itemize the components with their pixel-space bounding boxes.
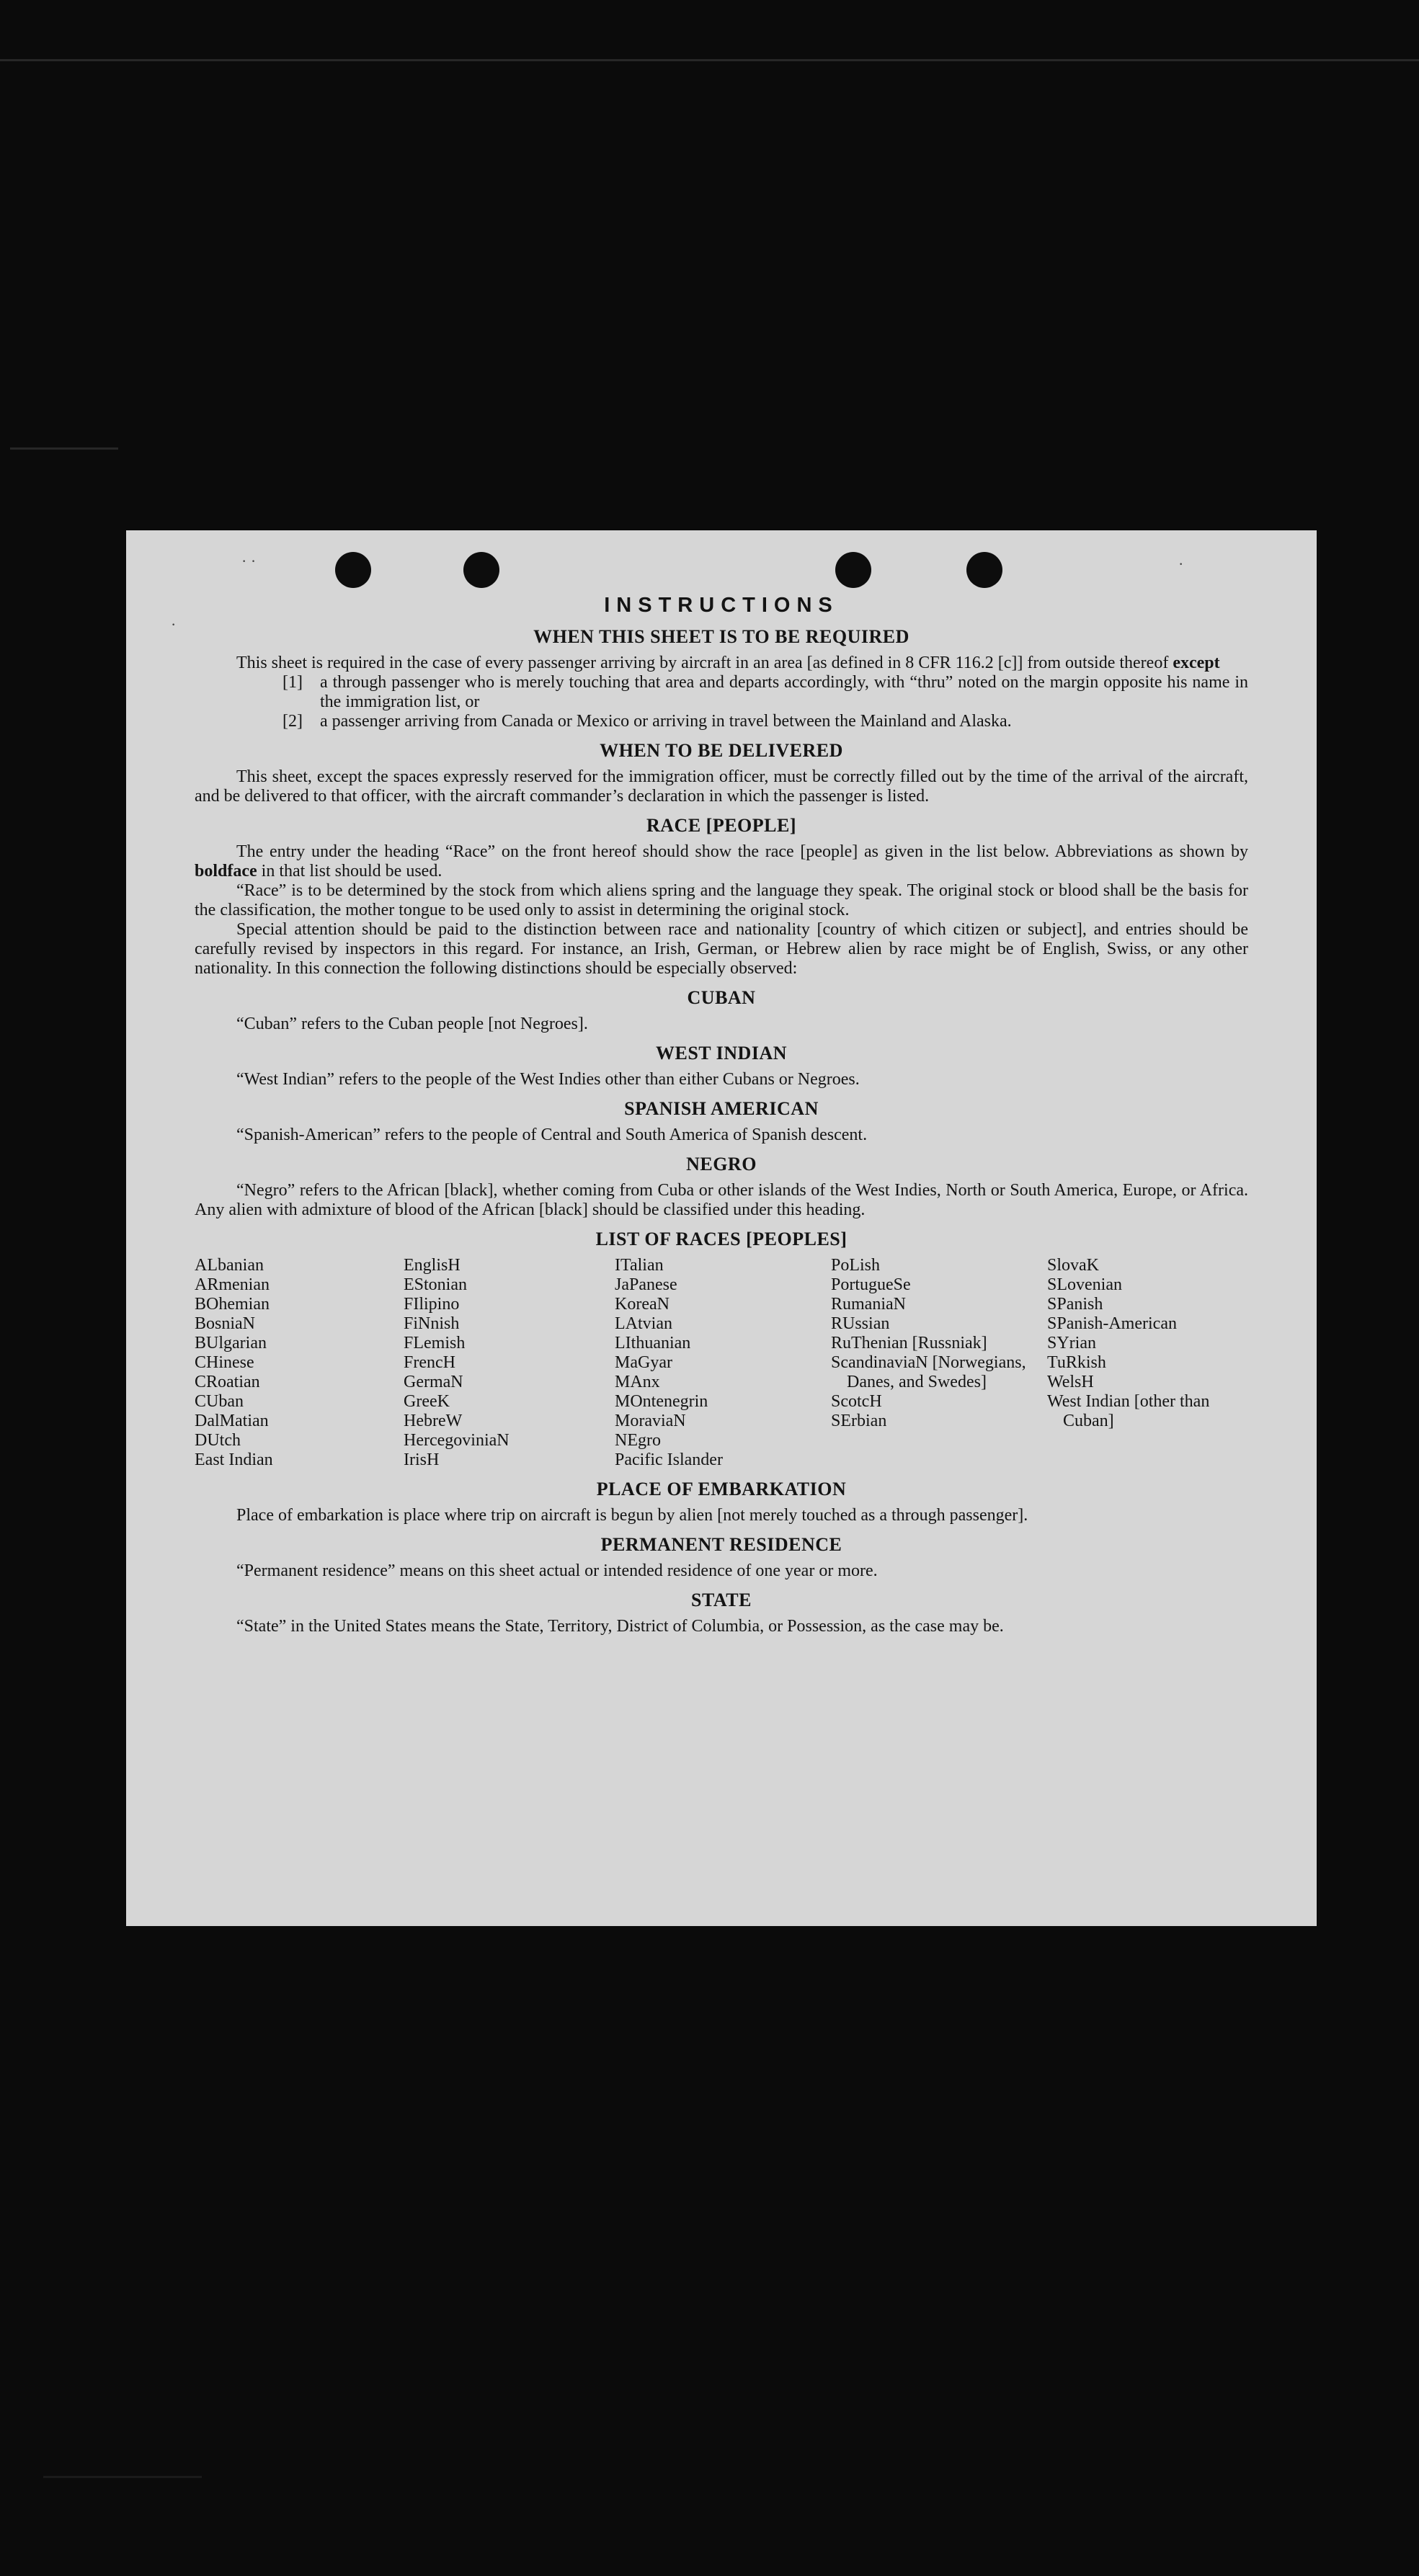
section-paragraph: “State” in the United States means the State, Territory, District of Columbia, or Possession, as the case may be. — [236, 1617, 1004, 1636]
condition-list — [195, 673, 1248, 731]
section-heading: CUBAN — [687, 987, 756, 1008]
race-entry: LAtvian — [615, 1314, 672, 1333]
race-entry: JaPanese — [615, 1275, 677, 1294]
section-spanish-american — [195, 1098, 1248, 1145]
race-entry: SLovenian — [1047, 1275, 1122, 1294]
section-paragraph: “Race” is to be determined by the stock from which aliens spring and the language they speak. The original stock or blood shall be the basis for the classification, the mother tongue to be used only to assist in determining the original stock. — [195, 881, 1248, 919]
film-scratch — [10, 447, 118, 450]
section-heading: WHEN THIS SHEET IS TO BE REQUIRED — [533, 626, 909, 647]
race-column — [831, 1256, 1047, 1470]
section-paragraph: “Negro” refers to the African [black], whether coming from Cuba or other islands of the West Indies, North or South America, Europe, or Africa. Any alien with admixture of blood of the African [black] should be classified under this heading. — [195, 1181, 1248, 1219]
race-entry: FiNnish — [404, 1314, 460, 1333]
section-heading: NEGRO — [686, 1154, 757, 1175]
race-entry: KoreaN — [615, 1295, 670, 1314]
punch-hole — [966, 552, 1002, 588]
race-entry: EStonian — [404, 1275, 467, 1294]
section-paragraph: Special attention should be paid to the distinction between race and nationality [country of which citizen or subject], and entries should be carefully revised by inspectors in this regard. For instance, an Irish, German, or Hebrew alien by race might be of English, Swiss, or any other nationality. In this connection the following distinctions should be especially observed: — [195, 920, 1248, 978]
section-paragraph: “Spanish-American” refers to the people of Central and South America of Spanish descent. — [236, 1126, 868, 1144]
race-entry: FLemish — [404, 1334, 466, 1352]
race-entry: BUlgarian — [195, 1334, 267, 1352]
section-paragraph: Place of embarkation is place where trip on aircraft is begun by alien [not merely touched as a through passenger]. — [236, 1506, 1028, 1525]
race-entry: SPanish-American — [1047, 1314, 1177, 1333]
section-heading: SPANISH AMERICAN — [624, 1098, 819, 1119]
race-entry: MaGyar — [615, 1353, 672, 1372]
race-entry: CHinese — [195, 1353, 254, 1372]
punch-hole — [335, 552, 371, 588]
race-column — [195, 1256, 404, 1470]
race-column — [615, 1256, 831, 1470]
race-entry: BOhemian — [195, 1295, 270, 1314]
section-heading: WHEN TO BE DELIVERED — [600, 740, 843, 761]
race-entry: DUtch — [195, 1431, 241, 1450]
race-entry: Pacific Islander — [615, 1450, 723, 1469]
section-cuban — [195, 987, 1248, 1034]
section-west-indian — [195, 1043, 1248, 1089]
section-list-of-races — [195, 1229, 1248, 1470]
race-entry: FIlipino — [404, 1295, 460, 1314]
section-heading: PERMANENT RESIDENCE — [600, 1534, 842, 1555]
race-entry: ALbanian — [195, 1256, 264, 1275]
section-race — [195, 815, 1248, 979]
race-entry: SYrian — [1047, 1334, 1096, 1352]
race-entry: BosniaN — [195, 1314, 255, 1333]
section-heading: RACE [PEOPLE] — [646, 815, 796, 836]
condition-item: [2] a passenger arriving from Canada or Mexico or arriving in travel between the Mainland and Alaska. — [283, 712, 1012, 731]
race-entry: SPanish — [1047, 1295, 1103, 1314]
condition-item: [1] a through passenger who is merely touching that area and departs accordingly, with “thru” noted on the margin opposite his name in the immigration list, or — [283, 673, 1248, 711]
race-entry: PoLish — [831, 1256, 881, 1275]
race-entry: ITalian — [615, 1256, 664, 1275]
race-entry: WelsH — [1047, 1373, 1094, 1391]
race-entry: EnglisH — [404, 1256, 461, 1275]
race-entry: GermaN — [404, 1373, 463, 1391]
section-state — [195, 1590, 1248, 1636]
punch-hole — [835, 552, 871, 588]
race-column — [1047, 1256, 1248, 1470]
race-entry: MoraviaN — [615, 1412, 686, 1430]
section-paragraph: This sheet is required in the case of every passenger arriving by aircraft in an area [as defined in 8 CFR 116.2 [c]] from outside thereof except — [236, 654, 1220, 672]
paper-speck: · — [1178, 555, 1184, 573]
race-entry: FrencH — [404, 1353, 455, 1372]
film-scratch — [0, 59, 1419, 61]
race-entry: MAnx — [615, 1373, 660, 1391]
page-title: INSTRUCTIONS — [604, 594, 839, 617]
race-entry: ScandinaviaN [Norwegians, Danes, and Swedes] — [831, 1353, 1026, 1391]
race-entry: RUssian — [831, 1314, 890, 1333]
race-entry: HebreW — [404, 1412, 463, 1430]
race-entry: DalMatian — [195, 1412, 269, 1430]
race-entry: NEgro — [615, 1431, 661, 1450]
race-entry: HercegoviniaN — [404, 1431, 510, 1450]
instruction-sheet — [126, 530, 1317, 1926]
race-column — [404, 1256, 615, 1470]
section-when-required — [195, 626, 1248, 731]
section-paragraph: “West Indian” refers to the people of the West Indies other than either Cubans or Negroes. — [236, 1070, 860, 1089]
section-paragraph: “Cuban” refers to the Cuban people [not Negroes]. — [236, 1015, 588, 1033]
section-heading: LIST OF RACES [PEOPLES] — [595, 1229, 848, 1249]
paper-speck: · — [171, 615, 177, 633]
section-heading: WEST INDIAN — [655, 1043, 787, 1064]
race-entry: RumaniaN — [831, 1295, 906, 1314]
race-entry: CRoatian — [195, 1373, 260, 1391]
race-entry: LIthuanian — [615, 1334, 691, 1352]
race-entry: SlovaK — [1047, 1256, 1099, 1275]
race-entry: East Indian — [195, 1450, 273, 1469]
section-heading: PLACE OF EMBARKATION — [596, 1479, 847, 1499]
race-entry: RuThenian [Russniak] — [831, 1334, 987, 1352]
race-entry: CUban — [195, 1392, 244, 1411]
paper-speck: · · — [241, 552, 257, 570]
section-permanent-residence — [195, 1534, 1248, 1581]
race-entry: West Indian [other than Cuban] — [1047, 1392, 1210, 1430]
film-scratch — [43, 2476, 202, 2478]
race-entry: MOntenegrin — [615, 1392, 708, 1411]
race-list — [195, 1256, 1248, 1470]
section-heading: STATE — [691, 1590, 752, 1610]
section-negro — [195, 1154, 1248, 1220]
punch-hole — [463, 552, 499, 588]
section-paragraph: This sheet, except the spaces expressly reserved for the immigration officer, must be correctly filled out by the time of the arrival of the aircraft, and be delivered to that officer, with the aircraft commander’s declaration in which the passenger is listed. — [195, 767, 1248, 806]
race-entry: TuRkish — [1047, 1353, 1106, 1372]
section-paragraph: The entry under the heading “Race” on the front hereof should show the race [people] as given in the list below. Abbreviations as shown by boldface in that list should be used. — [195, 842, 1248, 881]
race-entry: SErbian — [831, 1412, 887, 1430]
race-entry: GreeK — [404, 1392, 450, 1411]
section-place-of-embarkation — [195, 1479, 1248, 1525]
section-when-delivered — [195, 740, 1248, 806]
race-entry: ARmenian — [195, 1275, 270, 1294]
race-entry: ScotcH — [831, 1392, 882, 1411]
section-paragraph: “Permanent residence” means on this sheet actual or intended residence of one year or more. — [236, 1561, 878, 1580]
race-entry: IrisH — [404, 1450, 440, 1469]
race-entry: PortugueSe — [831, 1275, 911, 1294]
